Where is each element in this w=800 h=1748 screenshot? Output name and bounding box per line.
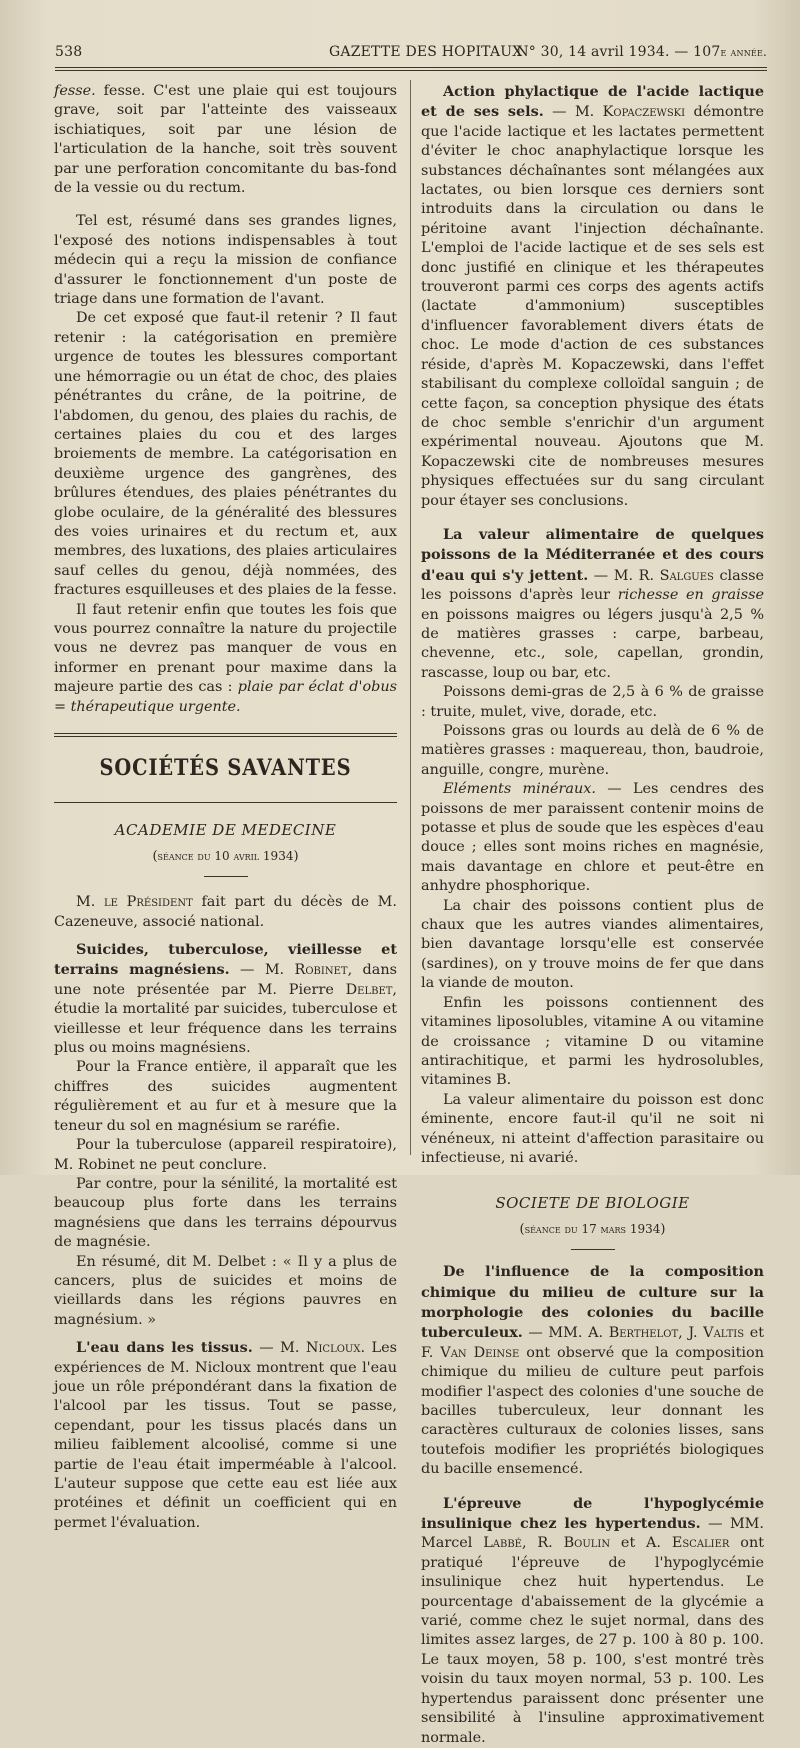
paragraph: En résumé, dit M. Delbet : « Il y a plus de cancers, plus de suicides et moins de vieillards dans les régions pauvres en magnésium. »: [54, 1253, 397, 1328]
article-bacille: De l'influence de la composition chimique du milieu de culture sur la morphologie des colonies du bacille tuberculeux. — MM. A. Berthelot, J. Valtis et F. Van Deinse ont observé que la composition chimique du milieu de culture peut parfois modifier l'aspect des colonies d'une souche de bacilles tuberculeux, leur donnant les caractères culturaux de colonies lisses, sans toutefois modifier les propriétés biologiques du bacille ensemencé.: [421, 1263, 765, 1478]
header-rule: [55, 67, 767, 68]
paragraph: De cet exposé que faut-il retenir ? Il faut retenir : la catégorisation en première urgence de toutes les blessures comportant une hémorragie ou un état de choc, des plaies pénétrantes du crâne, de la poitrine, de l'abdomen, du genou, des plaies du rachis, de certaines plaies du cou et des larges broiements de membre. La catégorisation en deuxième urgence des gangrènes, des brûlures étendues, des plaies pénétrantes du globe oculaire, de la généralité des blessures des voies urinaires et du rectum et, aux membres, des luxations, des plaies articulaires sauf celles du genou, déjà nommées, des fractures esquilleuses et des plaies de la fesse.: [54, 310, 397, 599]
page-header: [55, 44, 767, 64]
issue-info: N° 30, 14 avril 1934. — 107e année.: [516, 44, 767, 60]
journal-title: GAZETTE DES HOPITAUX: [329, 44, 523, 60]
paragraph: Pour la France entière, il apparaît que les chiffres des suicides augmentent régulièrement et au fur et à mesure que la teneur du sol en magnésium se raréfie.: [54, 1059, 397, 1134]
societes-savantes-section: [54, 717, 397, 877]
society-date: (séance du 17 mars 1934): [519, 1221, 666, 1237]
paragraph: M. le Président fait part du décès de M. Cazeneuve, associé national.: [54, 894, 397, 930]
article-suicides: Suicides, tuberculose, vieillesse et terrains magnésiens. — M. Robinet, dans une note présentée par M. Pierre Delbet, étudie la mortalité par suicides, tuberculose et vieillesse et leur fréquence dans les terrains plus ou moins magnésiens.: [54, 941, 397, 1057]
header-rule-second: [55, 70, 767, 71]
left-column: [54, 82, 397, 1533]
academy-title: ACADEMIE DE MEDECINE: [114, 821, 337, 840]
paragraph: Poissons demi-gras de 2,5 à 6 % de graisse : truite, mulet, vive, dorade, etc.: [421, 684, 764, 720]
paragraph: Enfin les poissons contiennent des vitamines liposolubles, vitamine A ou vitamine de croissance ; vitamine D ou vitamine antirachitique, et parmi les hydrosolubles, vitamines B.: [421, 994, 764, 1089]
page-number: 538: [55, 44, 83, 60]
section-title: SOCIÉTÉS SAVANTES: [99, 755, 352, 781]
society-title: SOCIETE DE BIOLOGIE: [495, 1194, 690, 1213]
paragraph: Par contre, pour la sénilité, la mortalité est beaucoup plus forte dans les terrains magnésiens que dans les terrains dépourvus de magnésie.: [54, 1175, 397, 1251]
paragraph: Eléments minéraux. — Les cendres des poissons de mer paraissent contenir moins de potasse et plus de soude que les espèces d'eau douce ; elles sont moins riches en magnésie, mais davantage en chlore et peut-être en anhydre phosphorique.: [421, 781, 764, 895]
column-divider: [410, 80, 411, 1155]
article-hypoglycemie: L'épreuve de l'hypoglycémie insulinique chez les hypertendus. — MM. Marcel Labbé, R. Boulin et A. Escalier ont pratiqué l'épreuve de l'hypoglycémie insulinique chez huit hypertendus. Le pourcentage d'abaissement de la glycémie a varié, comme chez le sujet normal, dans des limites assez larges, de 27 p. 100 à 80 p. 100. Le taux moyen, 58 p. 100, s'est montré très voisin du taux moyen normal, 53 p. 100. Les hypertendus paraissent donc présenter une sensibilité à l'insuline approximativement normale.: [421, 1494, 764, 1746]
paragraph: La valeur alimentaire du poisson est donc éminente, encore faut-il qu'il ne soit ni vénéneux, ni atteint d'affection parasitaire ou infectieuse, ni avarié.: [421, 1091, 764, 1166]
article-eau-tissus: L'eau dans les tissus. — M. Nicloux. Les expériences de M. Nicloux montrent que l'eau joue un rôle prépondérant dans la fixation de l'alcool par les tissus. Tout se passe, cependant, pour les tissus placés dans un milieu faiblement alcoolisé, comme si une partie de l'eau était imperméable à l'alcool. L'auteur suppose que cette eau est liée aux protéines et définit un coefficient qui en permet l'évaluation.: [54, 1339, 397, 1531]
paragraph: Pour la tuberculose (appareil respiratoire), M. Robinet ne peut conclure.: [54, 1137, 397, 1173]
section-rule: [54, 733, 397, 737]
paragraph: Tel est, résumé dans ses grandes lignes, l'exposé des notions indispensables à tout médecin qui a reçu la mission de confiance d'assurer le fonctionnement d'un poste de triage dans une formation de l'avant.: [54, 213, 397, 308]
right-column: [421, 82, 764, 1748]
article-acide-lactique: Action phylactique de l'acide lactique et de ses sels. — M. Kopaczewski démontre que l'acide lactique et les lactates permettent d'éviter le choc anaphylactique lorsque les substances déchaînantes sont mélangées aux lactates, ou bien lorsque ces derniers sont introduits dans la circulation ou dans le péritoine avant l'injection déchaînante. L'emploi de l'acide lactique et de ses sels est donc justifié en clinique et les thérapeutes trouveront parmi ces corps des agents actifs (lactate d'ammonium) susceptibles d'influencer favorablement divers états de choc. Le mode d'action de ces substances réside, d'après M. Kopaczewski, dans l'effet stabilisant du complexe colloïdal sanguin ; de cette façon, sa conception physique des états de choc semble s'enrichir d'un argument expérimental nouveau. Ajoutons que M. Kopaczewski cite de nombreuses mesures physiques effectuées sur du sang circulant pour étayer ses conclusions.: [421, 83, 764, 509]
section-rule: [54, 802, 397, 803]
article-poissons: La valeur alimentaire de quelques poissons de la Méditerranée et des cours d'eau qui s'y jettent. — M. R. Salgues classe les poissons d'après leur richesse en graisse en poissons maigres ou légers jusqu'à 2,5 % de matières grasses : carpe, barbeau, chevenne, etc., sole, capellan, grondin, rascasse, loup ou bar, etc.: [421, 525, 764, 681]
academy-date: (séance du 10 avril 1934): [152, 848, 299, 864]
societe-biologie-heading: [421, 1168, 764, 1250]
paragraph: Il faut retenir enfin que toutes les fois que vous pourrez connaître la nature du projectile vous ne devrez pas manquer de vous en informer en prenant pour maxime dans la majeure partie des cas : plaie par éclat d'obus = thérapeutique urgente.: [54, 601, 397, 715]
paragraph: La chair des poissons contient plus de chaux que les autres viandes alimentaires, bien davantage lorsqu'elle est conservée (sardines), on y trouve moins de fer que dans la viande de mouton.: [421, 897, 764, 992]
paragraph: Poissons gras ou lourds au delà de 6 % de matières grasses : maquereau, thon, baudroie, anguille, congre, murène.: [421, 723, 764, 778]
paragraph: fesse. fesse. C'est une plaie qui est toujours grave, soit par l'atteinte des vaisseaux ischiatiques, soit par une lésion de l'articulation de la hanche, soit très souvent par une perforation concomitante du bas-fond de la vessie ou du rectum.: [54, 83, 397, 197]
